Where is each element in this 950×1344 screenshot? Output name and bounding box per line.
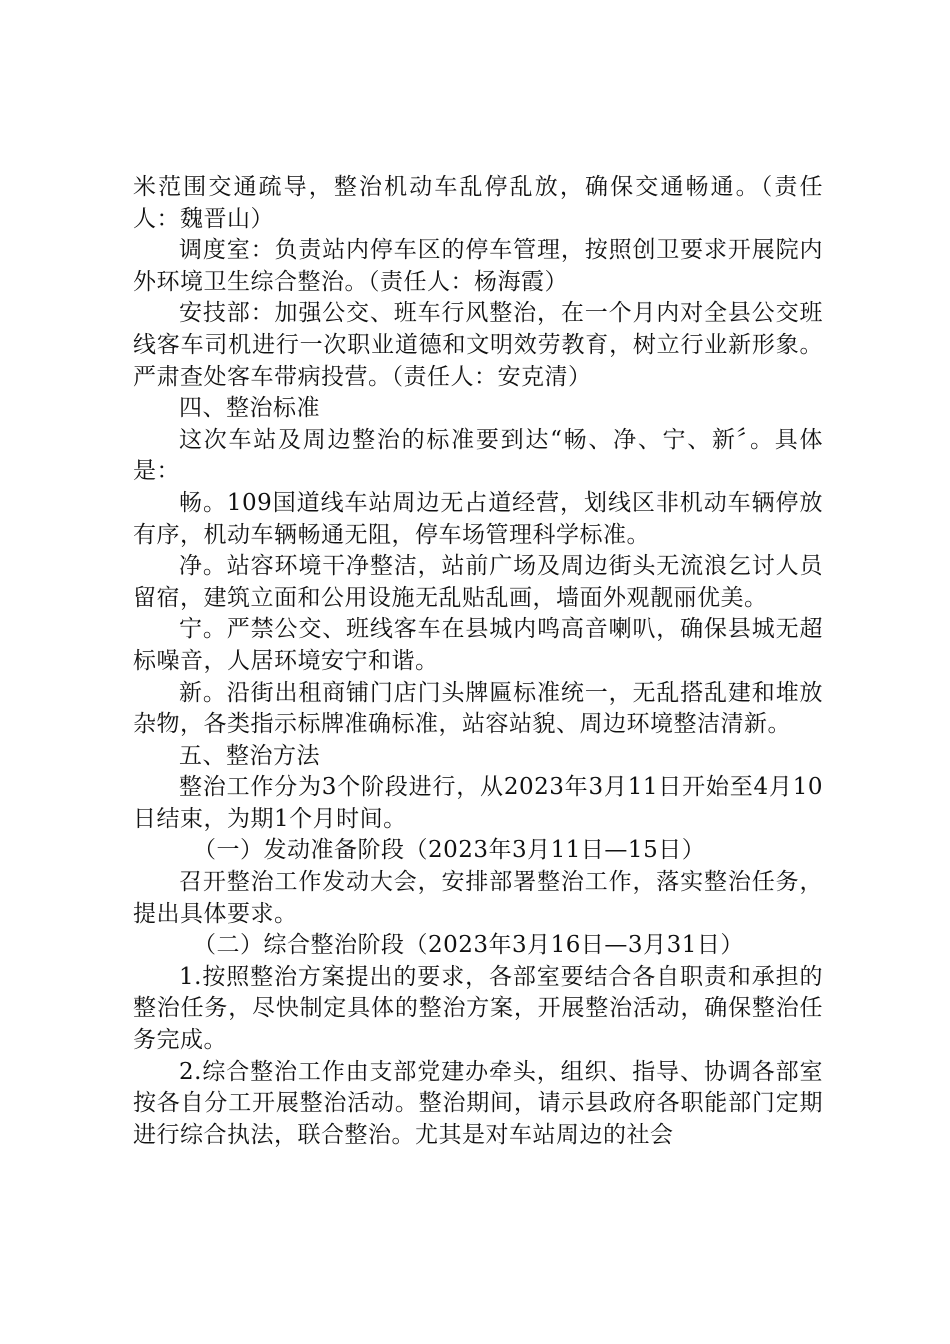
subheading-phase-two: （二）综合整治阶段（2023年3月16日—3月31日）: [193, 932, 744, 959]
section-heading-methods: 五、整治方法: [179, 742, 320, 769]
paragraph-phase-two-item-1: 1.按照整治方案提出的要求，各部室要结合各自职责和承担的整治任务，尽快制定具体的整治方案，开展整治活动，确保整治任务完成。: [133, 963, 823, 1054]
paragraph-phase-two-item-2: 2.综合整治工作由支部党建办牵头，组织、指导、协调各部室按各自分工开展整治活动。整治期间，请示县政府各职能部门定期进行综合执法，联合整治。尤其是对车站周边的社会: [133, 1058, 823, 1148]
paragraph-standards-intro: 这次车站及周边整治的标准要到达“畅、净、宁、新〞。具体是：: [133, 426, 823, 485]
document-page: [133, 172, 823, 1151]
subheading-phase-one: （一）发动准备阶段（2023年3月11日—15日）: [193, 837, 706, 864]
paragraph-continuation: 米范围交通疏导，整治机动车乱停乱放，确保交通畅通。（责任人：魏晋山）: [133, 174, 823, 232]
paragraph-standard-quiet: 宁。严禁公交、班线客车在县城内鸣高音喇叭，确保县城无超标噪音，人居环境安宁和谐。: [133, 616, 823, 674]
paragraph-standard-new: 新。沿街出租商铺门店门头牌匾标准统一，无乱搭乱建和堆放杂物，各类指示标牌准确标准，站容站貌、周边环境整洁清新。: [133, 679, 823, 738]
paragraph-standard-smooth: 畅。109国道线车站周边无占道经营，划线区非机动车辆停放有序，机动车辆畅通无阻，停车场管理科学标准。: [133, 489, 823, 548]
paragraph-phase-one: 召开整治工作发动大会，安排部署整治工作，落实整治任务，提出具体要求。: [133, 869, 823, 927]
paragraph-standard-clean: 净。站容环境干净整洁，站前广场及周边街头无流浪乞讨人员留宿，建筑立面和公用设施无乱贴乱画，墙面外观靓丽优美。: [133, 553, 823, 611]
paragraph-dispatch-office: 调度室：负责站内停车区的停车管理，按照创卫要求开展院内外环境卫生综合整治。（责任人：杨海霞）: [133, 237, 823, 295]
paragraph-methods-intro: 整治工作分为3个阶段进行，从2023年3月11日开始至4月10日结束，为期1个月时间。: [133, 774, 823, 832]
section-heading-standards: 四、整治标准: [179, 395, 320, 422]
paragraph-safety-dept: 安技部：加强公交、班车行风整治，在一个月内对全县公交班线客车司机进行一次职业道德和文明效劳教育，树立行业新形象。严肃查处客车带病投营。（责任人：安克清）: [133, 300, 823, 390]
